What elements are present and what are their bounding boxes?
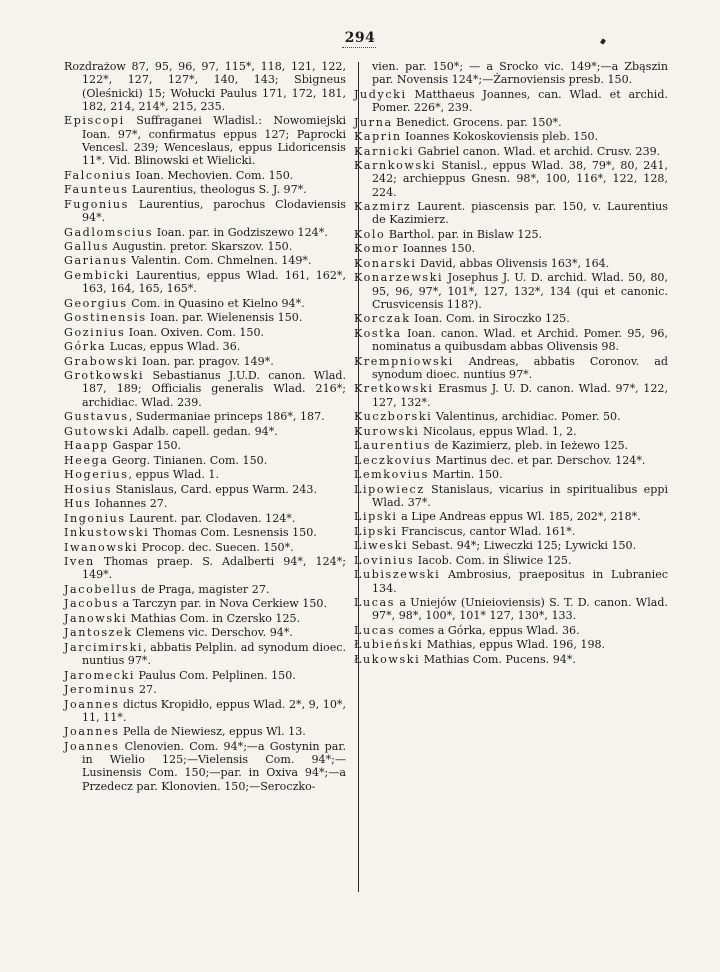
index-entry	[64, 254, 346, 267]
index-entry	[64, 497, 346, 510]
index-entry	[354, 382, 668, 409]
index-entry	[64, 240, 346, 253]
entry-text: Laurentius, theologus S. J. 97*.	[128, 183, 307, 197]
index-entry	[64, 198, 346, 225]
entry-headword: Heega	[64, 453, 109, 467]
index-entry	[354, 410, 668, 423]
entry-text: Augustin. pretor. Skarszov. 150.	[109, 239, 293, 253]
entry-headword: Kaprin	[354, 130, 402, 144]
entry-text: Ioannes Kokoskoviensis pleb. 150.	[401, 130, 599, 144]
index-entry	[354, 510, 668, 523]
entry-text: Ambrosius, praepositus in Lubraniec 134.	[372, 568, 668, 595]
entry-text: , eppus Wlad. 1.	[128, 468, 220, 482]
index-entry	[354, 439, 668, 452]
entry-text: Valentin. Com. Chmelnen. 149*.	[127, 254, 312, 268]
entry-headword: Jarcimirski	[64, 640, 144, 654]
entry-headword: Lipski	[354, 524, 398, 538]
entry-text: Pella de Niewiesz, eppus Wl. 13.	[119, 725, 306, 739]
entry-headword: Hus	[64, 497, 92, 511]
entry-text: de Kazimierz, pleb. in Ieżewo 125.	[430, 439, 629, 453]
index-entry	[354, 568, 668, 595]
entry-headword: Kazmirz	[354, 200, 412, 214]
index-entry	[64, 626, 346, 639]
entry-text: Ioan. Com. in Siroczko 125.	[410, 312, 570, 326]
entry-text: Martin. 150.	[428, 468, 503, 482]
page-number: 294	[344, 30, 376, 46]
entry-text: Thomas praep. S. Adalberti 94*, 124*; 149*.	[82, 555, 346, 582]
index-entry	[64, 311, 346, 324]
entry-headword: Konarski	[354, 256, 417, 270]
entry-headword: Gallus	[64, 239, 110, 253]
entry-text: Georg. Tinianen. Com. 150.	[108, 453, 268, 467]
index-entry	[64, 683, 346, 696]
index-entry	[64, 425, 346, 438]
index-entry	[64, 410, 346, 423]
index-entry	[354, 130, 668, 143]
entry-text: Franciscus, cantor Wlad. 161*.	[397, 524, 576, 538]
entry-headword: Konarzewski	[354, 271, 444, 285]
entry-text: Sebast. 94*; Liweczki 125; Lywicki 150.	[408, 539, 637, 553]
entry-headword: Joannes	[64, 739, 120, 753]
entry-text: David, abbas Olivensis 163*, 164.	[416, 256, 610, 270]
index-entry	[354, 539, 668, 552]
index-entry	[354, 554, 668, 567]
index-entry	[64, 355, 346, 368]
entry-headword: Lucas	[354, 596, 396, 610]
index-entry	[354, 257, 668, 270]
index-entry	[64, 226, 346, 239]
index-entry	[64, 725, 346, 738]
entry-headword: Lovinius	[354, 553, 415, 567]
entry-text: 27.	[135, 683, 157, 697]
index-entry	[354, 228, 668, 241]
index-entry	[64, 483, 346, 496]
entry-text: comes a Górka, eppus Wlad. 36.	[395, 623, 580, 637]
entry-headword: Korczak	[354, 312, 411, 326]
left-column	[64, 60, 346, 794]
entry-text: dictus Kropidło, eppus Wlad. 2*, 9, 10*, 11, 11*.	[82, 697, 346, 724]
index-entry	[64, 740, 346, 793]
entry-text: Matthaeus Joannes, can. Wlad. et archid. Pomer. 226*, 239.	[372, 87, 668, 115]
index-entry	[64, 583, 346, 596]
entry-text: Sebastianus J.U.D. canon. Wlad. 187, 189; Officialis generalis Wlad. 216*; archidiac. Wlad. 239.	[82, 369, 346, 409]
entry-text: Martinus dec. et par. Derschov. 124*.	[432, 453, 646, 467]
entry-text: a Lipe Andreas eppus Wl. 185, 202*, 218*.	[397, 510, 641, 524]
entry-text: Ioan. par. Wielenensis 150.	[146, 311, 303, 325]
entry-text: Ioan. canon. Wlad. et Archid. Pomer. 95, 96, nominatus a quibusdam abbas Olivensis 98.	[372, 326, 668, 354]
index-entry	[354, 454, 668, 467]
entry-headword: Gembicki	[64, 268, 130, 282]
entry-headword: Fugonius	[64, 197, 129, 211]
entry-headword: Georgius	[64, 296, 128, 310]
entry-headword: Lubiszewski	[354, 568, 441, 582]
index-entry	[354, 468, 668, 481]
entry-headword: Faunteus	[64, 183, 129, 197]
entry-headword: Lipski	[354, 510, 398, 524]
index-entry	[354, 312, 668, 325]
index-entry	[64, 698, 346, 725]
entry-text: Paulus Com. Pelplinen. 150.	[135, 668, 296, 682]
entry-text: vien. par. 150*; — a Srocko vic. 149*;—a Zbąszin par. Novensis 124*;—Żarnoviensis presb. 150.	[372, 60, 668, 87]
page-number-ornament	[342, 47, 376, 50]
index-entry	[64, 526, 346, 539]
index-entry	[64, 269, 346, 296]
index-entry	[64, 597, 346, 610]
entry-headword: Kuczborski	[354, 410, 433, 424]
entry-text: Andreas, abbatis Coronov. ad synodum dioec. nuntius 97*.	[372, 354, 668, 381]
entry-text: Rozdrażow 87, 95, 96, 97, 115*, 118, 121, 122, 122*, 127, 127*, 140, 143; Sbigneus (Oleśnicki) 15; Wołucki Paulus 171, 172, 181, 182, 214, 214*, 215, 235.	[64, 60, 346, 113]
index-entry	[64, 114, 346, 167]
entry-headword: Lipowiecz	[354, 482, 425, 496]
entry-text: Nicolaus, eppus Wlad. 1, 2.	[419, 424, 577, 438]
entry-headword: Kretkowski	[354, 382, 434, 396]
entry-text: Erasmus J. U. D. canon. Wlad. 97*, 122, 127, 132*.	[372, 382, 668, 409]
entry-headword: Hosius	[64, 482, 113, 496]
entry-headword: Krempniowski	[354, 354, 454, 368]
entry-headword: Iven	[64, 555, 95, 569]
index-entry	[64, 340, 346, 353]
entry-text: Ioan. par. pragov. 149*.	[138, 354, 274, 368]
entry-headword: Jacobellus	[64, 582, 138, 596]
entry-headword: Gadlomscius	[64, 225, 154, 239]
index-entry	[64, 612, 346, 625]
index-entry	[354, 355, 668, 382]
index-entry	[354, 145, 668, 158]
ink-mark	[600, 38, 606, 44]
entry-text: Gabriel canon. Wlad. et archid. Crusv. 239.	[414, 144, 661, 158]
index-entry	[64, 555, 346, 582]
index-entry	[354, 242, 668, 255]
entry-headword: Grabowski	[64, 354, 139, 368]
entry-headword: Leczkovius	[354, 453, 433, 467]
entry-text: Barthol. par. in Bislaw 125.	[385, 227, 543, 241]
index-entry	[64, 669, 346, 682]
entry-headword: Liweski	[354, 539, 409, 553]
entry-headword: Jacobus	[64, 597, 120, 611]
entry-headword: Gustavus	[64, 410, 129, 424]
index-entry	[354, 60, 668, 87]
entry-text: Stanislaus, vicarius in spiritualibus eppi Wlad. 37*.	[372, 482, 668, 509]
entry-headword: Haapp	[64, 439, 110, 453]
index-entry	[64, 641, 346, 668]
index-entry	[354, 638, 668, 651]
index-entry	[64, 169, 346, 182]
entry-headword: Ingonius	[64, 511, 126, 525]
entry-text: a Uniejów (Unieioviensis) S. T. D. canon. Wlad. 97*, 98*, 100*, 101* 127, 130*, 133.	[372, 596, 668, 623]
entry-headword: Jurna	[354, 115, 393, 129]
index-entry	[64, 468, 346, 481]
entry-headword: Jerominus	[64, 683, 136, 697]
index-entry	[64, 369, 346, 409]
entry-headword: Garianus	[64, 254, 128, 268]
index-entry	[64, 297, 346, 310]
entry-text: Suffraganei Wladisl.: Nowomiejski Ioan. 97*, confirmatus eppus 127; Paprocki Vencesl. 239; Wenceslaus, eppus Lidoricensis 11*. Vid. Blinowski et Wielicki.	[82, 114, 346, 168]
entry-text: Ioan. par. in Godziszewo 124*.	[153, 225, 328, 239]
entry-headword: Lucas	[354, 623, 396, 637]
index-entry	[354, 116, 668, 129]
entry-text: Stanisl., eppus Wlad. 38, 79*, 80, 241, 242; archieppus Gnesn. 98*, 100, 116*, 122, 128, 224.	[372, 159, 668, 199]
index-entry	[354, 159, 668, 199]
right-column	[354, 60, 668, 667]
entry-headword: Jantoszek	[64, 626, 133, 640]
entry-text: Com. in Quasino et Kielno 94*.	[127, 296, 305, 310]
entry-text: Mathias Com. in Czersko 125.	[127, 611, 301, 625]
entry-headword: Kostka	[354, 326, 402, 340]
entry-text: Mathias Com. Pucens. 94*.	[420, 652, 576, 666]
index-entry	[354, 624, 668, 637]
entry-text: Josephus J. U. D. archid. Wlad. 50, 80, 95, 96, 97*, 101*, 127, 132*, 134 (qui et canonic. Crusvicensis 118?).	[372, 271, 668, 311]
entry-text: Laurentius, eppus Wlad. 161, 162*, 163, 164, 165, 165*.	[82, 268, 346, 296]
entry-text: Adalb. capell. gedan. 94*.	[129, 424, 278, 438]
entry-headword: Górka	[64, 340, 107, 354]
entry-headword: Karnkowski	[354, 159, 437, 173]
entry-headword: Kurowski	[354, 424, 420, 438]
entry-text: Thomas Com. Lesnensis 150.	[149, 526, 317, 540]
entry-headword: Joannes	[64, 697, 120, 711]
entry-text: , Sudermaniae princeps 186*, 187.	[128, 410, 325, 424]
entry-headword: Komor	[354, 242, 400, 256]
entry-text: Iacob. Com. in Śliwice 125.	[414, 553, 572, 567]
entry-text: Procop. dec. Suecen. 150*.	[138, 540, 294, 554]
entry-headword: Janowski	[64, 611, 128, 625]
entry-headword: Gutowski	[64, 424, 130, 438]
entry-text: Iohannes 27.	[91, 497, 168, 511]
entry-headword: Łubieński	[354, 638, 424, 652]
entry-headword: Lemkovius	[354, 468, 429, 482]
entry-text: de Praga, magister 27.	[137, 582, 270, 596]
entry-text: Mathias, eppus Wlad. 196, 198.	[423, 638, 606, 652]
entry-headword: Laurentius	[354, 439, 431, 453]
index-entry	[354, 425, 668, 438]
index-entry	[354, 327, 668, 354]
index-entry	[64, 541, 346, 554]
entry-headword: Episcopi	[64, 114, 125, 128]
entry-text: Clenovien. Com. 94*;—a Gostynin par. in Wielio 125;—Vielensis Com. 94*;—Lusinensis Com. 150;—par. in Oxiva 94*;—a Przedecz par. Klonovien. 150;—Seroczko-	[82, 739, 346, 793]
entry-headword: Inkustowski	[64, 526, 150, 540]
index-entry	[354, 596, 668, 623]
index-entry	[354, 483, 668, 510]
entry-text: Laurent. piascensis par. 150, v. Laurentius de Kazimierz.	[372, 200, 668, 227]
entry-headword: Iwanowski	[64, 540, 139, 554]
entry-headword: Jaromecki	[64, 668, 136, 682]
index-entry	[354, 525, 668, 538]
entry-text: Laurentius, parochus Clodaviensis 94*.	[82, 197, 346, 225]
entry-text: Ioannes 150.	[399, 242, 476, 256]
entry-headword: Łukowski	[354, 652, 421, 666]
entry-text: Ioan. Mechovien. Com. 150.	[131, 168, 294, 182]
entry-text: Ioan. Oxiven. Com. 150.	[125, 325, 265, 339]
index-entry	[354, 200, 668, 227]
entry-headword: Kolo	[354, 227, 386, 241]
index-entry	[64, 326, 346, 339]
entry-text: , abbatis Pelplin. ad synodum dioec. nuntius 97*.	[82, 640, 346, 668]
entry-headword: Gozinius	[64, 325, 126, 339]
entry-text: Gaspar 150.	[109, 439, 182, 453]
entry-text: Valentinus, archidiac. Pomer. 50.	[432, 410, 621, 424]
index-entry	[354, 88, 668, 115]
entry-text: Lucas, eppus Wlad. 36.	[106, 340, 241, 354]
entry-headword: Judycki	[354, 87, 407, 101]
index-entry	[354, 271, 668, 311]
entry-headword: Gostinensis	[64, 311, 147, 325]
entry-text: Clemens vic. Derschov. 94*.	[132, 626, 293, 640]
entry-headword: Grotkowski	[64, 369, 145, 383]
index-entry	[64, 512, 346, 525]
entry-text: Stanislaus, Card. eppus Warm. 243.	[112, 482, 318, 496]
index-entry	[64, 454, 346, 467]
entry-headword: Joannes	[64, 725, 120, 739]
entry-headword: Falconius	[64, 168, 132, 182]
index-entry	[64, 183, 346, 196]
entry-headword: Karnicki	[354, 144, 415, 158]
index-entry	[354, 653, 668, 666]
entry-text: Benedict. Grocens. par. 150*.	[392, 115, 562, 129]
index-entry	[64, 60, 346, 113]
index-entry	[64, 439, 346, 452]
entry-text: a Tarczyn par. in Nova Cerkiew 150.	[119, 597, 327, 611]
entry-headword: Hogerius	[64, 468, 129, 482]
entry-text: Laurent. par. Clodaven. 124*.	[125, 511, 296, 525]
